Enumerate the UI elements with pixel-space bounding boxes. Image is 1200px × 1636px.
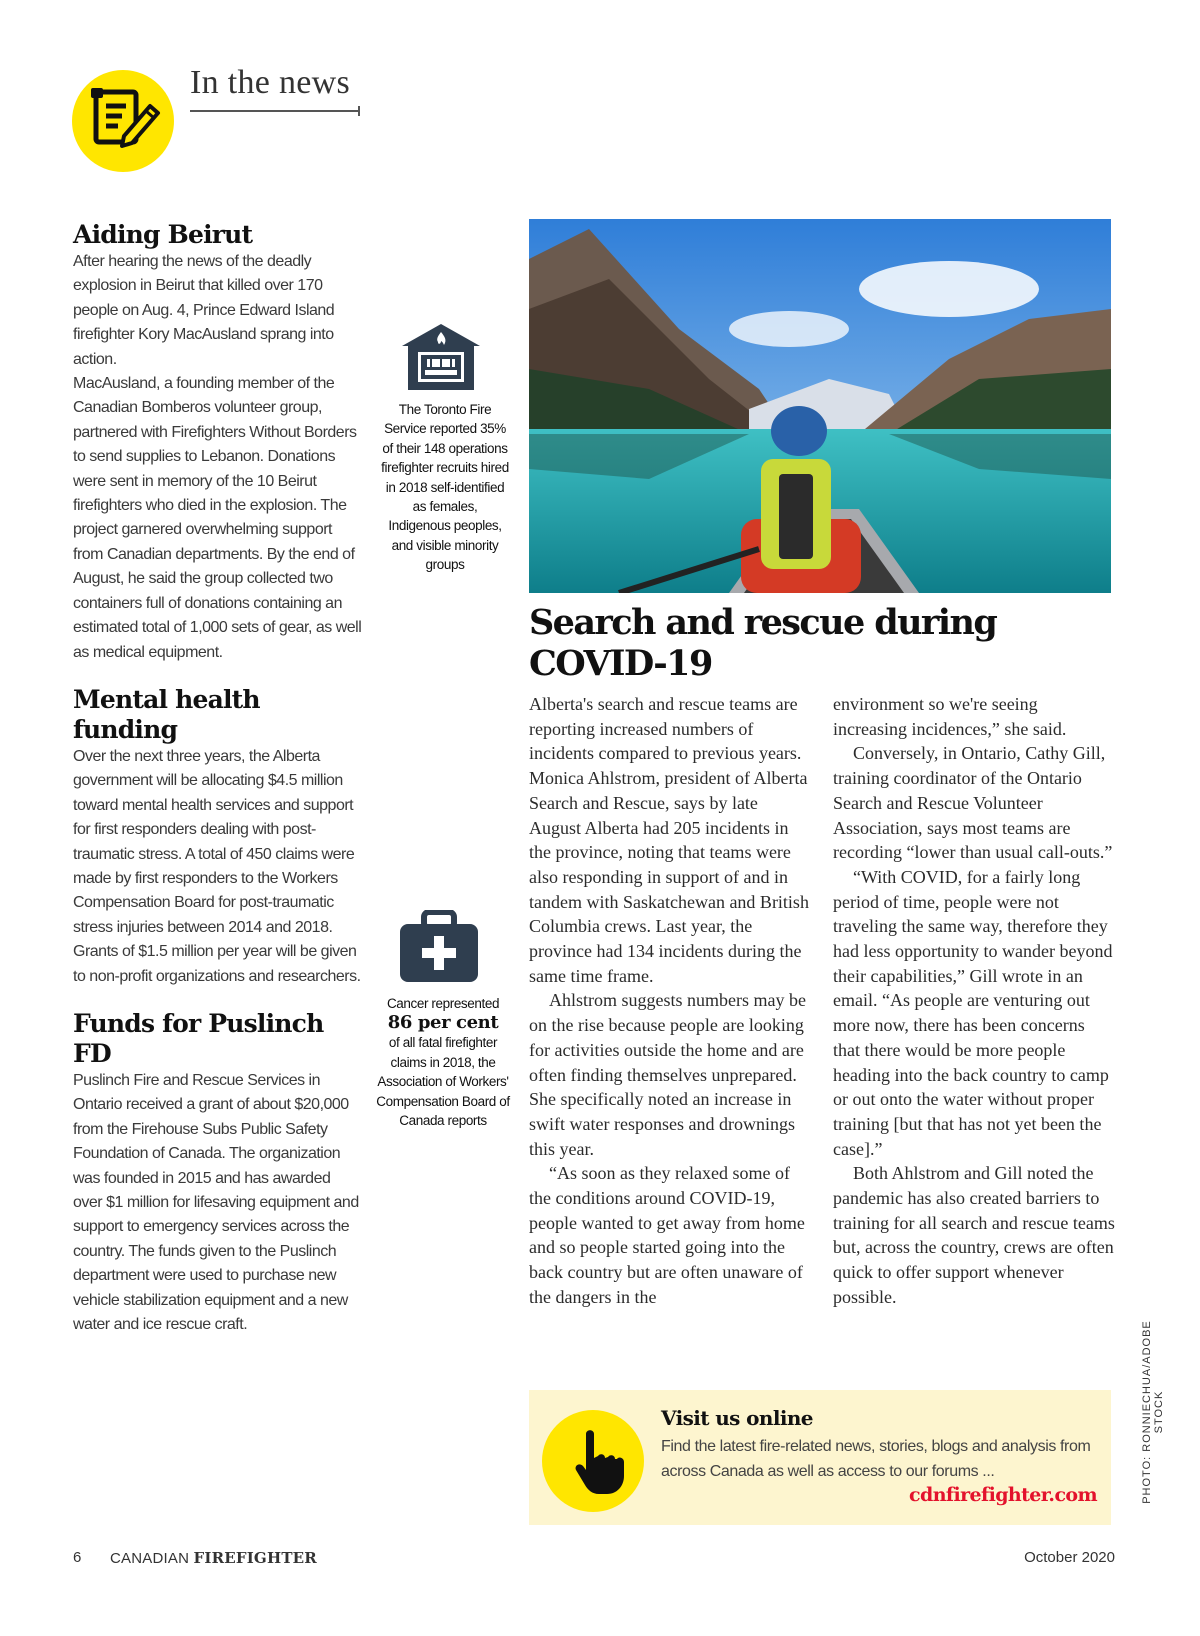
canoe-lake-photo <box>529 219 1111 593</box>
first-aid-kit-icon <box>398 910 480 984</box>
article-column-2 <box>833 692 1115 1310</box>
page-number: 6 <box>73 1549 82 1566</box>
article-heading: Mental health funding <box>73 684 260 744</box>
stat-diversity: The Toronto Fire Service reported 35% of their 148 operations firefighter recruits hired in 2018 self-identified as females, Indigenous peoples, and visible minority groups <box>381 402 509 573</box>
article-paragraph: Over the next three years, the Alberta government will be allocating $4.5 million toward mental health services and support for first responders dealing with post-traumatic stress. A total of 450 claims were made by first responders to the Workers Compensation Board for post-traumatic stress injuries between 2014 and 2018. Grants of $1.5 million per year will be given to non-profit organizations and researchers. <box>73 747 361 985</box>
magazine-name <box>110 1549 317 1567</box>
article-puslinch <box>73 1009 363 1337</box>
pointing-hand-icon <box>542 1410 644 1512</box>
photo-credit <box>1138 1295 1165 1525</box>
section-title: In the news <box>190 64 351 101</box>
article-paragraph: MacAusland, a founding member of the Canadian Bomberos volunteer group, partnered with Firefighters Without Borders to send supplies to Lebanon. Donations were sent in memory of the 10 Beirut firefighters who died in the explosion. The project garnered overwhelming support from Canadian departments. By the end of August, he said the group collected two containers full of donations containing an estimated total of 1,000 sets of gear, as well as medical equipment. <box>73 375 362 661</box>
website-link[interactable]: cdnfirefighter.com <box>909 1484 1097 1506</box>
article-paragraph: Ahlstrom suggests numbers may be on the rise because people are looking for activities outside the home and are often finding themselves unprepared. She specifically noted an increase in swift water responses and drownings this year. <box>529 990 806 1159</box>
stat-highlight: 86 per cent <box>387 1012 499 1034</box>
article-paragraph: Conversely, in Ontario, Cathy Gill, training coordinator of the Ontario Search and Rescue Volunteer Association, says most teams are recording “lower than usual call-outs.” <box>833 743 1113 863</box>
news-edit-icon <box>72 70 174 172</box>
article-aiding-beirut <box>73 220 363 665</box>
magazine-prefix: CANADIAN <box>110 1550 190 1567</box>
title-underline <box>190 110 360 112</box>
section-badge <box>72 70 174 172</box>
stat-post: of all fatal firefighter claims in 2018, the Association of Workers' Compensation Board of Canada reports <box>376 1035 510 1129</box>
article-paragraph: After hearing the news of the deadly explosion in Beirut that killed over 170 people on Aug. 4, Prince Edward Island firefighter Kory MacAusland sprang into action. <box>73 253 335 368</box>
visit-badge <box>542 1410 644 1512</box>
article-column-1 <box>529 692 811 1310</box>
article-paragraph: “With COVID, for a fairly long period of time, people were not traveling the same way, therefore they had less opportunity to wander beyond their capabilities,” Gill wrote in an email. “As people are venturing out more now, there has been concerns that there would be more people heading into the back country to camp or out onto the water without proper training [but that has not yet been the case].” <box>833 866 1113 1159</box>
article-paragraph: environment so we're seeing increasing incidences,” she said. <box>833 694 1067 739</box>
left-column <box>73 220 363 1337</box>
visit-description: Find the latest fire-related news, stories, blogs and analysis from across Canada as well as access to our forums ... <box>661 1438 1091 1480</box>
photo-credit-text: PHOTO: RONNIECHUA/ADOBE STOCK <box>1141 1320 1165 1504</box>
visit-title: Visit us online <box>661 1406 813 1430</box>
article-heading: Funds for Puslinch FD <box>73 1008 324 1068</box>
article-paragraph: Both Ahlstrom and Gill noted the pandemic has also created barriers to training for all search and rescue teams but, across the country, crews are often quick to offer support whenever possible. <box>833 1163 1115 1307</box>
stat-cancer <box>372 994 514 1130</box>
stat-pre: Cancer represented <box>386 996 500 1011</box>
article-mental-health <box>73 685 363 989</box>
issue-date: October 2020 <box>1024 1549 1115 1566</box>
article-paragraph: Alberta's search and rescue teams are reporting increased numbers of incidents compared to previous years. Monica Ahlstrom, president of Alberta Search and Rescue, says by late August Alberta had 205 incidents in the province, noting that teams were also responding in support of and in tandem with Saskatchewan and British Columbia crews. Last year, the province had 134 incidents during the same time frame. <box>529 694 809 986</box>
magazine-title: FIREFIGHTER <box>193 1549 317 1567</box>
article-heading: Aiding Beirut <box>73 220 253 249</box>
article-paragraph: Puslinch Fire and Rescue Services in Ontario received a grant of about $20,000 from the Firehouse Subs Public Safety Foundation of Canada. The organization was founded in 2015 and has awarded over $1 million for lifesaving equipment and support to emergency services across the country. The funds given to the Puslinch department were used to purchase new vehicle stabilization equipment and a new water and ice rescue craft. <box>73 1071 359 1334</box>
article-paragraph: “As soon as they relaxed some of the conditions around COVID-19, people wanted to get away from home and so people started going into the back country but are often unaware of the dangers in the <box>529 1163 805 1307</box>
main-article-title: Search and rescue during COVID-19 <box>529 602 997 684</box>
fire-station-icon <box>398 322 484 392</box>
